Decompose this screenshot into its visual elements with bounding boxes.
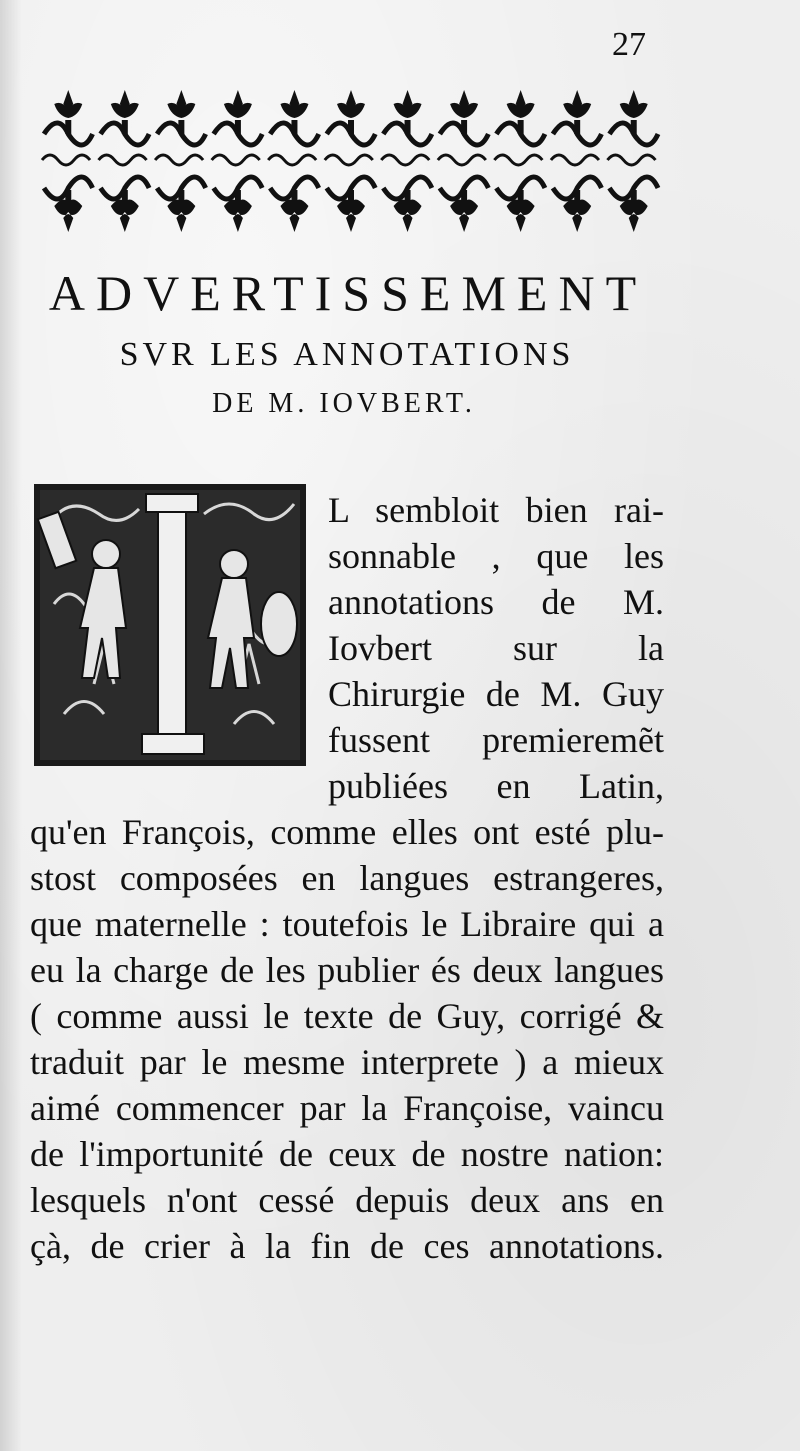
- text-line: eu la charge de les publier és deux langues: [30, 950, 664, 990]
- text-line: aimé commencer par la Françoise, vaincu: [30, 1088, 664, 1128]
- text-line: ( comme aussi le texte de Guy, corrigé &: [30, 996, 664, 1036]
- text-line: lesquels n'ont cessé depuis deux ans en: [30, 1180, 664, 1220]
- text-line: sonnable , que les: [328, 536, 664, 576]
- page-subtitle: SVR LES ANNOTATIONS: [119, 336, 575, 373]
- text-line: fussent premieremẽt: [328, 720, 664, 760]
- historiated-initial-icon: [34, 484, 306, 766]
- text-line: Chirurgie de M. Guy: [328, 674, 664, 714]
- fleuron-band-icon: [40, 82, 662, 242]
- text-line: publiées en Latin,: [328, 766, 664, 806]
- page-number: 27: [612, 26, 646, 63]
- text-line: traduit par le mesme interprete ) a mieux: [30, 1042, 664, 1082]
- text-line: çà, de crier à la fin de ces annotations.: [30, 1226, 664, 1266]
- text-line: de l'importunité de ceux de nostre nation:: [30, 1134, 664, 1174]
- text-line: qu'en François, comme elles ont esté plu-: [30, 812, 664, 852]
- text-line: stost composées en langues estrangeres,: [30, 858, 664, 898]
- text-line: L sembloit bien rai-: [328, 490, 664, 530]
- text-line: que maternelle : toutefois le Libraire qui a: [30, 904, 664, 944]
- text-line: Iovbert sur la: [328, 628, 664, 668]
- page-subtitle-author: DE M. IOVBERT.: [212, 388, 476, 419]
- text-line: annotations de M.: [328, 582, 664, 622]
- page-title: ADVERTISSEMENT: [48, 265, 648, 321]
